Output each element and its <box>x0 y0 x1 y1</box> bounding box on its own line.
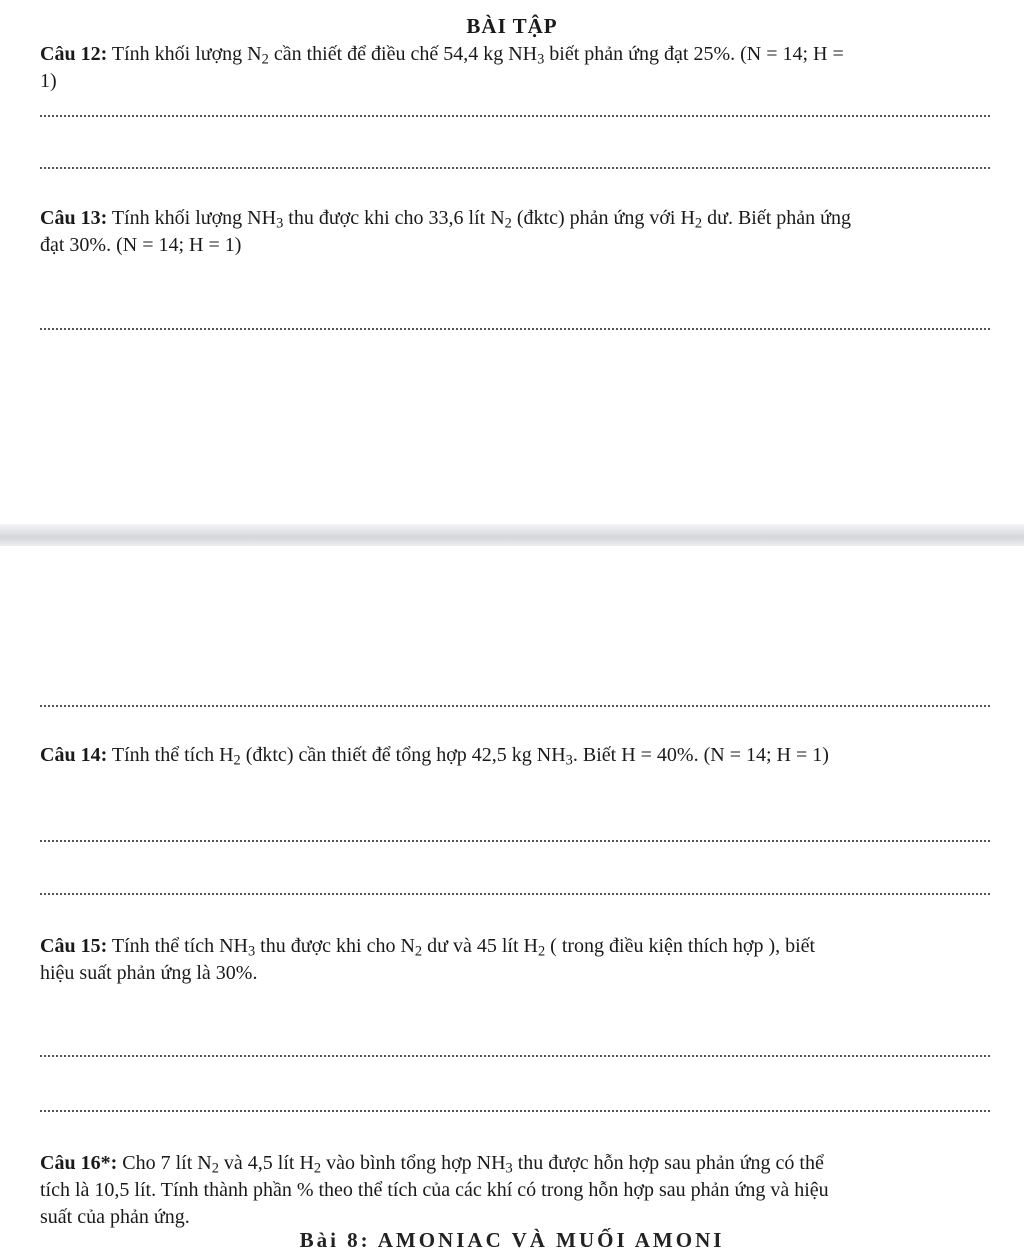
page-title: BÀI TẬP <box>466 14 558 38</box>
question-16-line-2: tích là 10,5 lít. Tính thành phần % theo thể tích của các khí có trong hỗn hợp sau phản ứng và hiệu <box>40 1179 829 1201</box>
question-16-label: Câu 16*: <box>40 1152 118 1174</box>
question-15-line-2: hiệu suất phản ứng là 30%. <box>40 962 258 984</box>
question-15-label: Câu 15: <box>40 935 108 957</box>
question-13 <box>40 205 1000 259</box>
question-14-label: Câu 14: <box>40 744 108 766</box>
answer-line[interactable] <box>40 328 990 330</box>
question-14-line-1: Câu 14: Tính thể tích $H_2$ (đktc) cần thiết để tổng hợp 42,5 kg $NH_3$. Biết H = 40%. (N = 14; H = 1) <box>40 744 829 769</box>
answer-line[interactable] <box>40 167 990 169</box>
question-16 <box>40 1150 1000 1231</box>
question-16-line-3: suất của phản ứng. <box>40 1206 190 1228</box>
question-12-line-2: 1) <box>40 70 57 92</box>
question-13-line-1: Câu 13: Tính khối lượng $NH_3$ thu được khi cho 33,6 lít $N_2$ (đktc) phản ứng với $H_2$ dư. Biết phản ứng <box>40 207 852 232</box>
question-16-line-1: Câu 16*: Cho 7 lít $N_2$ và 4,5 lít $H_2$ vào bình tổng hợp $NH_3$ thu được hỗn hợp sau phản ứng có thể <box>40 1152 824 1177</box>
question-15-line-1: Câu 15: Tính thể tích $NH_3$ thu được khi cho $N_2$ dư và 45 lít $H_2$ ( trong điều kiện thích hợp ), biết <box>40 935 816 960</box>
question-12-label: Câu 12: <box>40 43 108 65</box>
question-13-label: Câu 13: <box>40 207 108 229</box>
answer-line[interactable] <box>40 893 990 895</box>
footer-heading: Bài 8: AMONIAC VÀ MUỐI AMONI <box>299 1228 725 1252</box>
question-12 <box>40 41 1000 95</box>
question-15 <box>40 933 1000 987</box>
answer-line[interactable] <box>40 840 990 842</box>
page-break-divider <box>0 524 1024 546</box>
question-14 <box>40 742 1000 769</box>
answer-line[interactable] <box>40 115 990 117</box>
question-13-line-2: đạt 30%. (N = 14; H = 1) <box>40 234 242 256</box>
question-12-line-1: Câu 12: Tính khối lượng $N_2$ cần thiết để điều chế 54,4 kg $NH_3$ biết phản ứng đạt 25%. (N = 14; H = <box>40 43 844 68</box>
answer-line[interactable] <box>40 705 990 707</box>
answer-line[interactable] <box>40 1055 990 1057</box>
answer-line[interactable] <box>40 1110 990 1112</box>
